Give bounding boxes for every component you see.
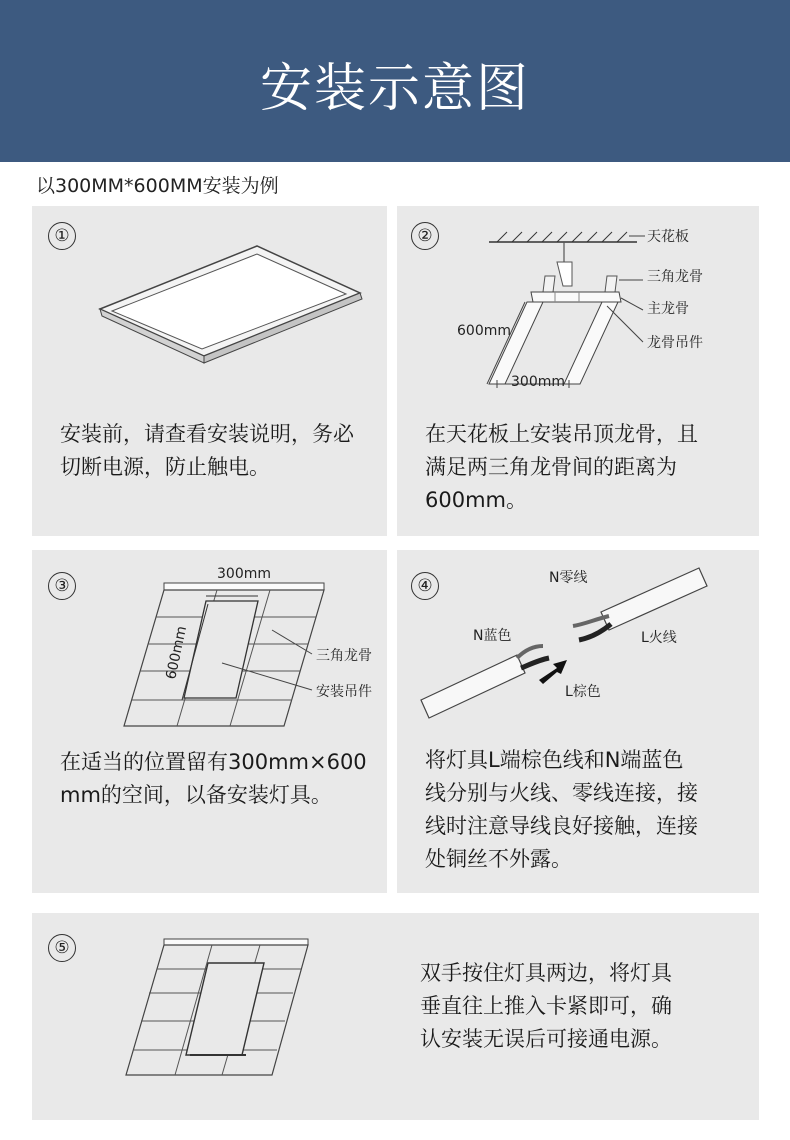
step-2-description: 在天花板上安装吊顶龙骨，且 满足两三角龙骨间的距离为 600mm。	[425, 422, 698, 512]
step-5-panel	[32, 913, 759, 1120]
dim-300mm-label: 300mm	[217, 566, 271, 582]
step-1-number: ①	[48, 222, 76, 250]
page-subtitle: 以300MM*600MM安装为例	[36, 175, 279, 197]
header-banner	[0, 0, 790, 162]
ceiling-grid-diagram	[32, 550, 387, 893]
label-triangle-keel: 三角龙骨	[316, 648, 372, 664]
label-l-brown: L棕色	[565, 684, 601, 700]
dim-600mm-label: 600mm	[163, 624, 191, 681]
label-hanger: 龙骨吊件	[647, 335, 703, 351]
label-n-blue: N蓝色	[473, 628, 512, 644]
label-main-keel: 主龙骨	[647, 301, 689, 317]
label-n-neutral: N零线	[549, 570, 588, 586]
step-2-number: ②	[411, 222, 439, 250]
step-5-description: 双手按住灯具两边，将灯具 垂直往上推入卡紧即可，确 认安装无误后可接通电源。	[420, 961, 672, 1051]
step-5-number: ⑤	[48, 934, 76, 962]
step-3-description: 在适当的位置留有300mm×600 mm的空间，以备安装灯具。	[60, 750, 367, 807]
step-3-panel	[32, 550, 387, 893]
step-3-number: ③	[48, 572, 76, 600]
label-l-live: L火线	[641, 630, 677, 646]
step-4-description: 将灯具L端棕色线和N端蓝色 线分别与火线、零线连接，接 线时注意导线良好接触，连接 处铜丝不外露。	[425, 748, 698, 871]
label-triangle-keel: 三角龙骨	[647, 269, 703, 285]
dim-600mm: 600mm	[457, 323, 511, 339]
label-hanger: 安装吊件	[316, 684, 372, 700]
panel-light-illustration	[32, 206, 387, 536]
label-ceiling: 天花板	[647, 229, 689, 245]
step-2-panel	[397, 206, 759, 536]
step-1-description: 安装前，请查看安装说明，务必 切断电源，防止触电。	[60, 422, 354, 479]
page-title: 安装示意图	[259, 59, 530, 119]
dim-300mm: 300mm	[511, 374, 565, 390]
step-4-number: ④	[411, 572, 439, 600]
step-1-panel	[32, 206, 387, 536]
step-4-panel	[397, 550, 759, 893]
